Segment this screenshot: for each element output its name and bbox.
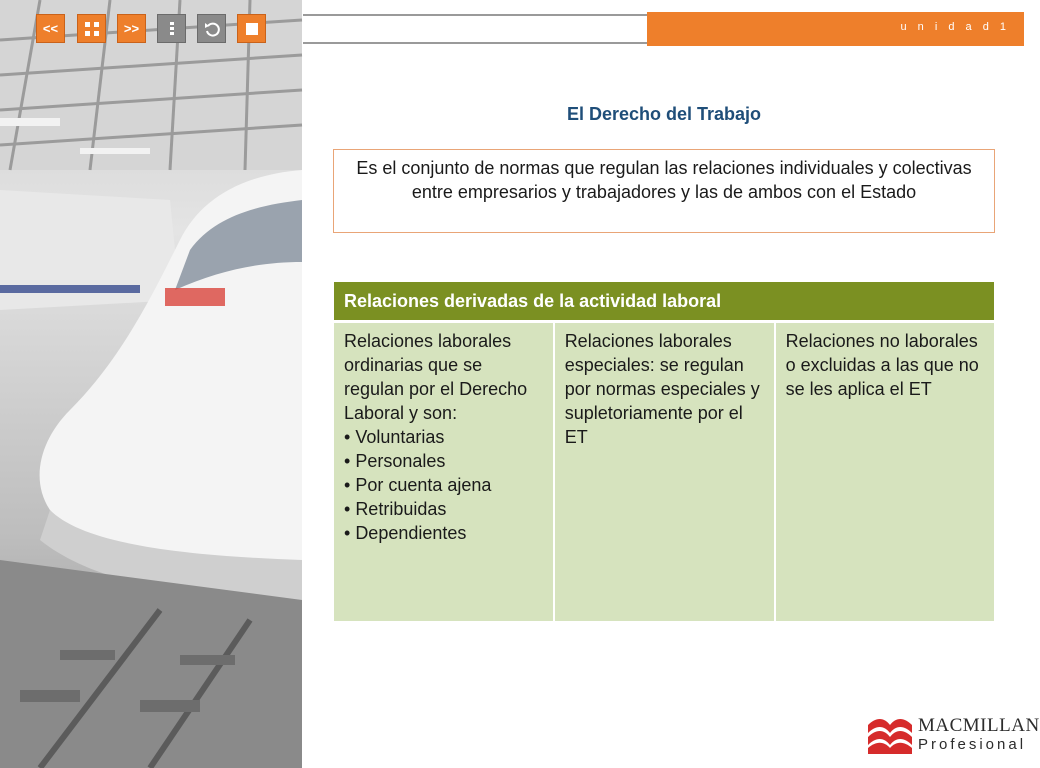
undo-arrow-icon xyxy=(203,20,221,38)
previous-label: << xyxy=(42,21,59,36)
index-button[interactable] xyxy=(157,14,186,43)
unit-label: u n i d a d 1 xyxy=(900,21,1010,33)
list-item: • Personales xyxy=(344,449,543,473)
slide-title: El Derecho del Trabajo xyxy=(566,104,762,124)
table-cell-excluded xyxy=(775,322,994,622)
table-cell-ordinary xyxy=(334,322,554,622)
header-bar-white xyxy=(303,14,647,44)
list-icon xyxy=(163,20,181,38)
stop-square-icon xyxy=(245,22,259,36)
next-label: >> xyxy=(123,21,140,36)
cell-text: Relaciones no laborales o excluidas a las que no se les aplica el ET xyxy=(785,331,979,399)
macmillan-mark-icon xyxy=(866,713,914,755)
list-item: • Retribuidas xyxy=(344,497,543,521)
back-button[interactable] xyxy=(197,14,226,43)
train-photo xyxy=(0,0,302,768)
menu-button[interactable] xyxy=(77,14,106,43)
bullet-list xyxy=(344,425,543,545)
list-item: • Voluntarias xyxy=(344,425,543,449)
stop-button[interactable] xyxy=(237,14,266,43)
table-row xyxy=(334,322,994,622)
header-bar-orange xyxy=(647,12,1024,46)
list-item: • Por cuenta ajena xyxy=(344,473,543,497)
next-button[interactable] xyxy=(117,14,146,43)
cell-text: Relaciones laborales ordinarias que se regulan por el Derecho Laboral y son: xyxy=(344,331,528,423)
table-cell-special xyxy=(554,322,775,622)
logo-subtitle: Profesional xyxy=(918,736,1027,753)
cell-text: Relaciones laborales especiales: se regulan por normas especiales y supletoriamente por el ET xyxy=(564,331,760,447)
definition-text: Es el conjunto de normas que regulan las relaciones individuales y colectivas entre empresarios y trabajadores y las de ambos con el Estado xyxy=(356,158,972,202)
train-illustration xyxy=(0,0,302,768)
previous-button[interactable] xyxy=(36,14,65,43)
macmillan-logo xyxy=(866,713,1040,758)
table-header-row xyxy=(334,282,994,322)
relations-table xyxy=(334,282,994,621)
grid-dots-icon xyxy=(83,20,101,38)
table-header: Relaciones derivadas de la actividad laboral xyxy=(334,282,994,322)
definition-box xyxy=(333,149,995,233)
list-item: • Dependientes xyxy=(344,521,543,545)
logo-name: MACMILLAN xyxy=(918,715,1040,736)
